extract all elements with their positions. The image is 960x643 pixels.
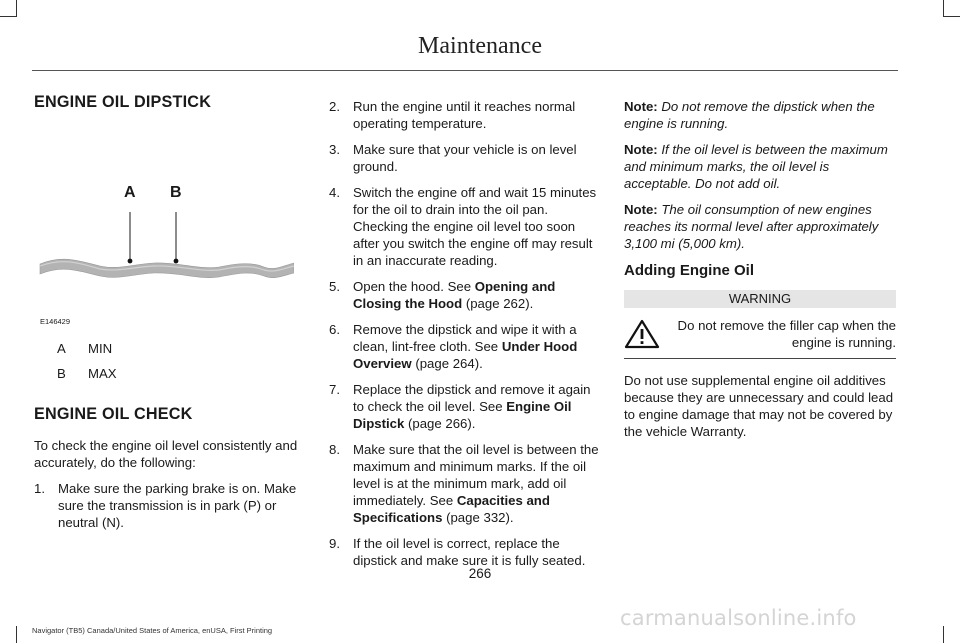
page-reference: (page 262). — [462, 296, 534, 311]
step-text: Run the engine until it reaches normal operating temperature. — [353, 99, 576, 131]
column-left — [34, 92, 306, 540]
note-label: Note: — [624, 99, 658, 114]
note-label: Note: — [624, 202, 658, 217]
legend-key: A — [57, 341, 66, 356]
legend-row — [34, 365, 306, 382]
figure-code: E146429 — [40, 317, 71, 326]
warning-box — [624, 290, 896, 359]
callout-b-label: B — [170, 184, 182, 201]
section-heading-dipstick: ENGINE OIL DIPSTICK — [34, 93, 212, 111]
list-item — [329, 98, 601, 132]
legend-value: MAX — [88, 366, 117, 381]
warning-text: Do not remove the filler cap when the engine is running. — [677, 318, 896, 350]
list-item — [329, 381, 601, 432]
step-text: Make sure that your vehicle is on level ground. — [353, 142, 577, 174]
section-heading-adding-oil: Adding Engine Oil — [624, 262, 754, 279]
page-reference: (page 266). — [404, 416, 476, 431]
column-middle — [329, 98, 601, 578]
note-paragraph — [624, 98, 896, 132]
step-list — [329, 98, 601, 569]
watermark: carmanualsonline.info — [620, 606, 857, 630]
step-number: 3. — [329, 142, 340, 157]
max-mark — [174, 259, 179, 264]
figure-legend — [34, 340, 306, 382]
list-item — [329, 184, 601, 269]
warning-title: WARNING — [624, 290, 896, 308]
page-reference: (page 332). — [442, 510, 514, 525]
list-item — [329, 535, 601, 569]
crop-mark — [16, 0, 17, 17]
page-number: 266 — [468, 566, 492, 581]
cross-reference-link[interactable]: Opening and Closing the Hood — [353, 279, 556, 311]
step-text: Switch the engine off and wait 15 minutes for the oil to drain into the oil pan. Checking the engine oil level too soon after you switch the engine off may result in an inaccurate reading. — [353, 185, 597, 268]
crop-mark — [0, 16, 17, 17]
list-item — [329, 321, 601, 372]
legend-value: MIN — [88, 341, 113, 356]
list-item — [329, 441, 601, 526]
step-number: 8. — [329, 442, 340, 457]
note-text: The oil consumption of new engines reaches its normal level after approximately 3,100 mi (5,000 km). — [624, 202, 879, 251]
step-number: 7. — [329, 382, 340, 397]
step-text-prefix: Replace the dipstick and remove it again to check the oil level. See — [353, 382, 591, 414]
step-text-prefix: Open the hood. See — [353, 279, 475, 294]
note-text: Do not remove the dipstick when the engine is running. — [624, 99, 875, 131]
step-text: If the oil level is correct, replace the dipstick and make sure it is fully seated. — [353, 536, 586, 568]
list-item — [329, 278, 601, 312]
min-mark — [128, 259, 133, 264]
warning-content — [624, 308, 896, 359]
crop-mark — [943, 16, 960, 17]
step-number: 4. — [329, 185, 340, 200]
step-number: 5. — [329, 279, 340, 294]
step-text: Make sure the parking brake is on. Make sure the transmission is in park (P) or neutral (N). — [58, 481, 297, 530]
book-edition: Navigator (TB5) Canada/United States of America, enUSA, First Printing — [32, 626, 273, 635]
step-number: 9. — [329, 536, 340, 551]
note-text: If the oil level is between the maximum and minimum marks, the oil level is acceptable. Do not add oil. — [624, 142, 888, 191]
page-header-title: Maintenance — [418, 33, 542, 59]
list-item — [34, 480, 306, 531]
cross-reference-link[interactable]: Capacities and Specifications — [353, 493, 550, 525]
body-paragraph: Do not use supplemental engine oil additives because they are unnecessary and could lead to engine damage that may not be covered by the vehicle Warranty. — [624, 373, 894, 439]
crop-mark — [16, 626, 17, 643]
step-number: 6. — [329, 322, 340, 337]
crop-mark — [943, 0, 944, 17]
header-rule — [32, 70, 898, 71]
cross-reference-link[interactable]: Under Hood Overview — [353, 339, 578, 371]
legend-row — [34, 340, 306, 357]
crop-mark — [943, 626, 944, 643]
dipstick-illustration — [34, 112, 294, 325]
callout-a-label: A — [124, 184, 136, 201]
legend-key: B — [57, 366, 66, 381]
page-reference: (page 264). — [411, 356, 483, 371]
note-paragraph — [624, 141, 896, 192]
step-number: 1. — [34, 481, 45, 496]
cross-reference-link[interactable]: Engine Oil Dipstick — [353, 399, 572, 431]
intro-paragraph: To check the engine oil level consistently and accurately, do the following: — [34, 438, 298, 470]
step-list — [34, 480, 306, 531]
column-right — [624, 98, 896, 440]
note-label: Note: — [624, 142, 658, 157]
dipstick-figure — [34, 112, 306, 325]
step-text-prefix: Remove the dipstick and wipe it with a clean, lint-free cloth. See — [353, 322, 577, 354]
warning-triangle-icon — [624, 319, 660, 349]
step-text-prefix: Make sure that the oil level is between the maximum and minimum marks. If the oil level is at the minimum mark, add oil immediately. See — [353, 442, 599, 508]
step-number: 2. — [329, 99, 340, 114]
section-heading-oil-check: ENGINE OIL CHECK — [34, 405, 193, 423]
list-item — [329, 141, 601, 175]
note-paragraph — [624, 201, 896, 252]
